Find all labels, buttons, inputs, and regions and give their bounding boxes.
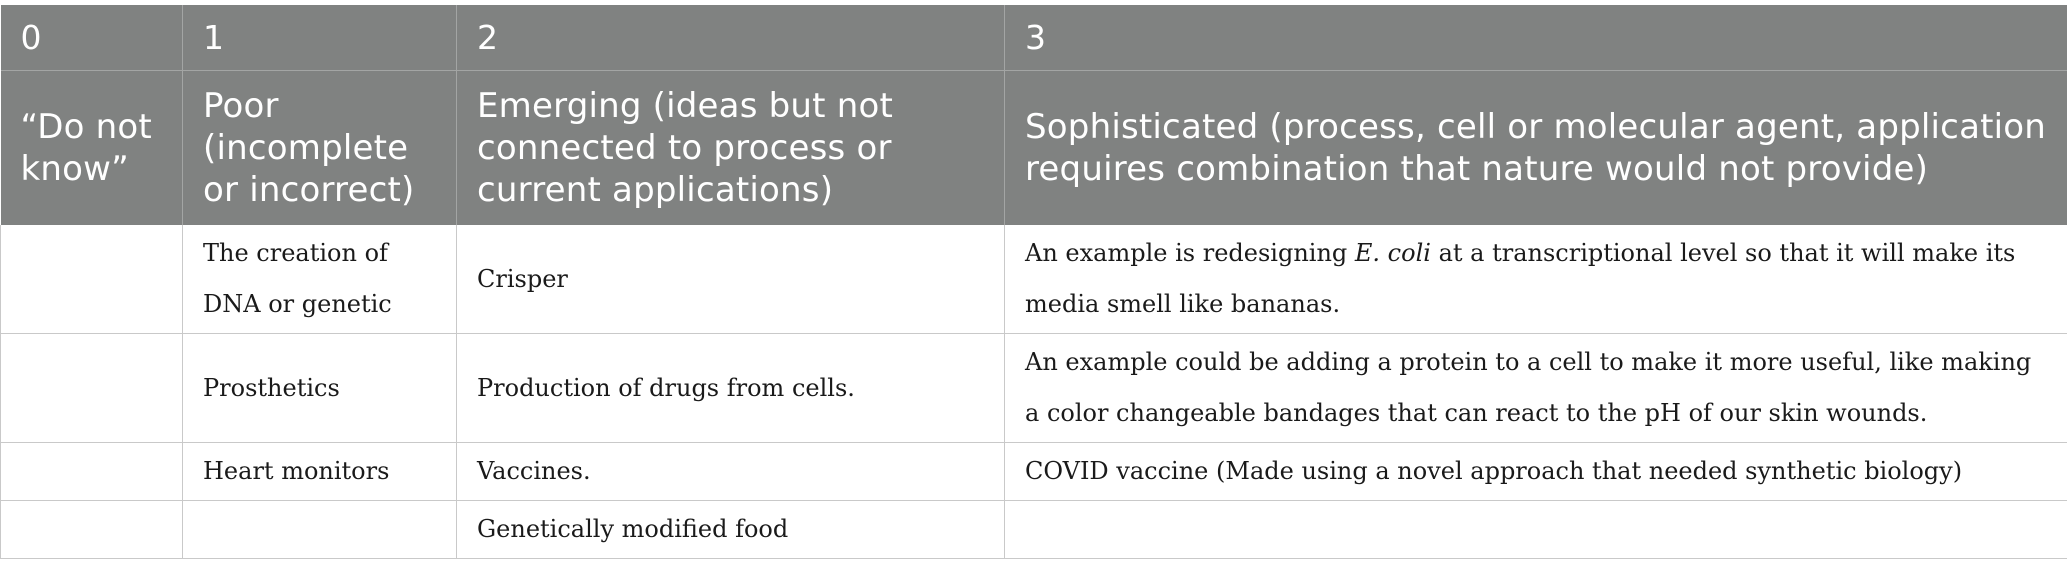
cell-level-2: Vaccines. [457, 443, 1005, 501]
level-1-header: 1 [183, 5, 457, 71]
table-row [1, 501, 2067, 559]
cell-level-0 [1, 443, 183, 501]
table-row [1, 443, 2067, 501]
level-0-header: 0 [1, 5, 183, 71]
cell-level-1 [183, 501, 457, 559]
cell-level-2: Crisper [457, 225, 1005, 334]
cell-text-part: at a transcriptional level so that it will make its media smell like bananas. [1025, 239, 2016, 318]
level-3-header: 3 [1005, 5, 2067, 71]
species-name: E. coli [1354, 239, 1431, 267]
cell-level-0 [1, 334, 183, 443]
cell-level-2: Genetically modified food [457, 501, 1005, 559]
cell-level-2: Production of drugs from cells. [457, 334, 1005, 443]
cell-level-0 [1, 501, 183, 559]
table-header [1, 5, 2067, 225]
level-3-title: Sophisticated (process, cell or molecular agent, application requires combination that nature would not provide) [1005, 71, 2067, 226]
cell-level-1: The creation of DNA or genetic [183, 225, 457, 334]
rubric-table-container [0, 5, 2067, 559]
table-row [1, 225, 2067, 334]
level-0-title: “Do not know” [1, 71, 183, 226]
cell-level-3 [1005, 501, 2067, 559]
level-1-title: Poor (incomplete or incorrect) [183, 71, 457, 226]
cell-level-3: An example could be adding a protein to a cell to make it more useful, like making a color changeable bandages that can react to the pH of our skin wounds. [1005, 334, 2067, 443]
cell-level-1: Prosthetics [183, 334, 457, 443]
cell-text-part: An example is redesigning [1025, 239, 1355, 267]
cell-level-0 [1, 225, 183, 334]
header-title-row [1, 71, 2067, 226]
level-2-header: 2 [457, 5, 1005, 71]
level-2-title: Emerging (ideas but not connected to process or current applications) [457, 71, 1005, 226]
rubric-table [0, 5, 2067, 559]
cell-level-3: COVID vaccine (Made using a novel approach that needed synthetic biology) [1005, 443, 2067, 501]
cell-level-1: Heart monitors [183, 443, 457, 501]
table-body [1, 225, 2067, 559]
header-level-row [1, 5, 2067, 71]
cell-level-3 [1005, 225, 2067, 334]
table-row [1, 334, 2067, 443]
